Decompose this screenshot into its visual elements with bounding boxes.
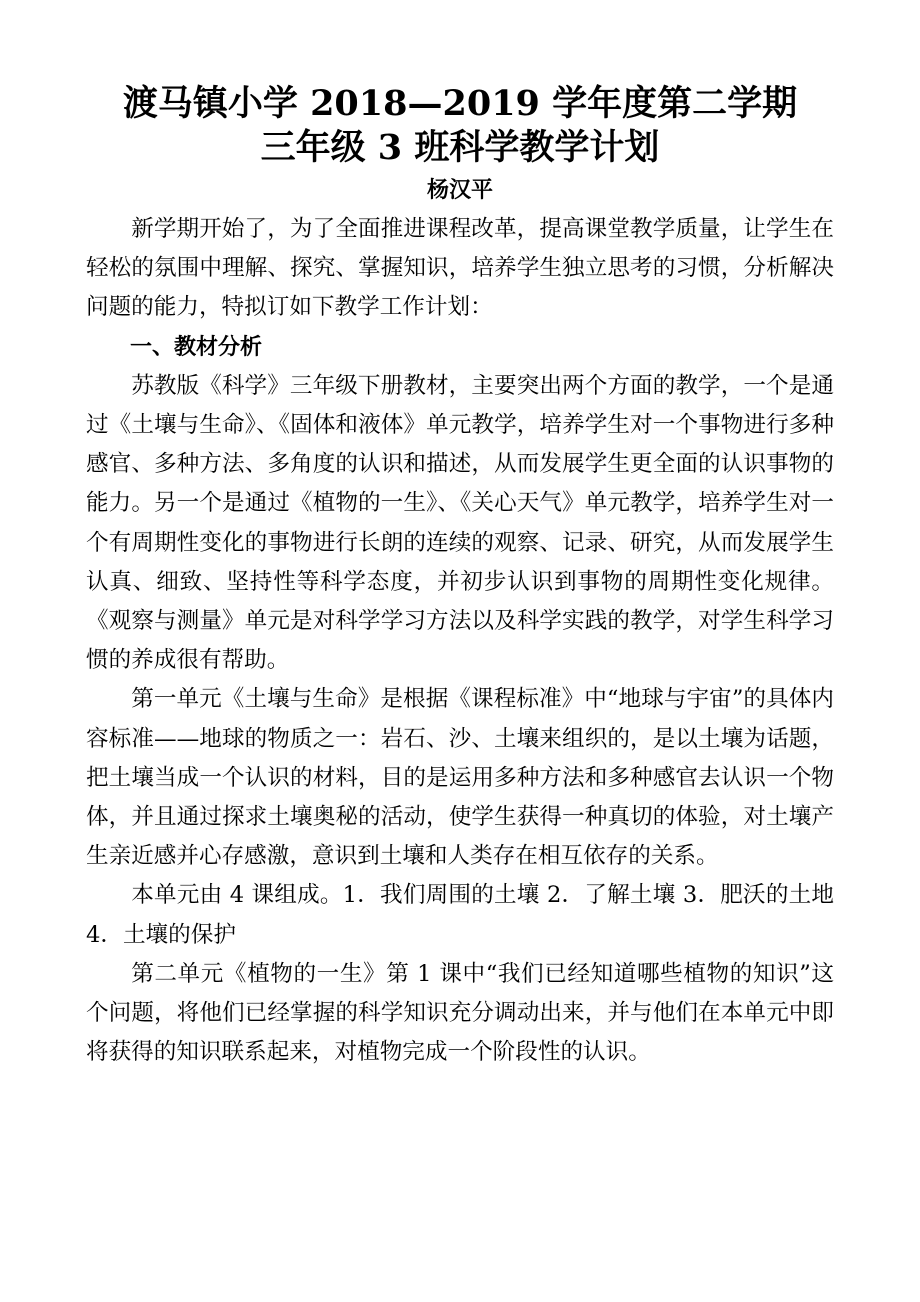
document-title-line-2: 三年级 3 班科学教学计划 (260, 127, 660, 168)
document-author: 杨汉平 (426, 177, 493, 203)
intro-paragraph: 新学期开始了，为了全面推进课程改革，提高课堂教学质量，让学生在轻松的氛围中理解、探究、掌握知识，培养学生独立思考的习惯，分析解决问题的能力，特拟订如下教学工作计划： (86, 216, 834, 321)
section-heading-materials-analysis: 一、教材分析 (130, 333, 263, 360)
body-paragraph: 第一单元《土壤与生命》是根据《课程标准》中“地球与宇宙”的具体内容标准——地球的物质之一：岩石、沙、土壤来组织的，是以土壤为话题，把土壤当成一个认识的材料，目的是运用多种方法和多种感官去认识一个物体，并且通过探求土壤奥秘的活动，使学生获得一种真切的体验，对土壤产生亲近感并心存感激，意识到土壤和人类存在相互依存的关系。 (86, 686, 834, 870)
document-page (86, 82, 834, 1072)
document-title-line-1: 渡马镇小学 2018—2019 学年度第二学期 (122, 83, 798, 124)
body-paragraph: 第二单元《植物的一生》第 1 课中“我们已经知道哪些植物的知识”这个问题，将他们已经掌握的科学知识充分调动出来，并与他们在本单元中即将获得的知识联系起来，对植物完成一个阶段性的认识。 (86, 960, 834, 1066)
body-paragraph: 本单元由 4 课组成。1．我们周围的土壤 2．了解土壤 3．肥沃的土地 4．土壤的保护 (86, 882, 834, 948)
body-paragraph: 苏教版《科学》三年级下册教材，主要突出两个方面的教学，一个是通过《土壤与生命》、《固体和液体》单元教学，培养学生对一个事物进行多种感官、多种方法、多角度的认识和描述，从而发展学生更全面的认识事物的能力。另一个是通过《植物的一生》、《关心天气》单元教学，培养学生对一个有周期性变化的事物进行长朗的连续的观察、记录、研究，从而发展学生认真、细致、坚持性等科学态度，并初步认识到事物的周期性变化规律。《观察与测量》单元是对科学学习方法以及科学实践的教学，对学生科学习惯的养成很有帮助。 (86, 372, 834, 674)
